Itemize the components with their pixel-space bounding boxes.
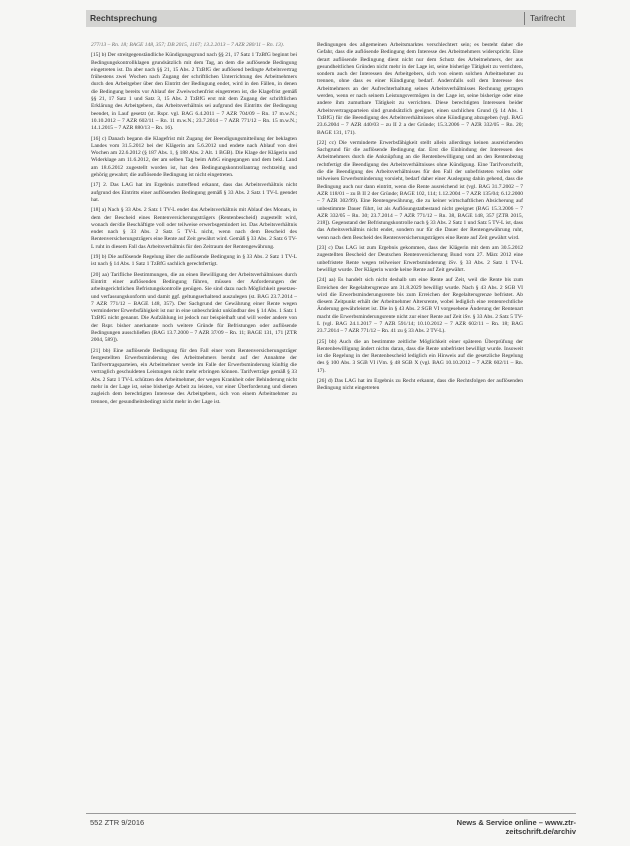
paragraph: 277/13 – Rn. 18; BAGE 148, 357; DB 2015, 1167; 13.2.2013 – 7 AZR 280/11 – Rn. 13). [91, 42, 285, 48]
paragraph: [15] b) Der streitgegenständliche Kündigungsgrund nach §§ 21, 17 Satz 1 TzBfG beginnt bei Bedingungskontrollklagen grundsätzlich mit dem Tag, an dem die auflösende Bedingung eingetreten ist. Da aber nach §§ 21, 15 Abs. 2 TzBfG der auflösend bedingte Arbeitsvertrag frühestens zwei Wochen nach Zugang der schriftlichen Unterrichtung des Arbeitnehmers durch den Arbeitgeber über den Eintritt der Bedingung endet, wird in den Fällen, in denen die Bedingung bereits vor Ablauf der Zweiwochenfrist eingetreten ist, die Klagefrist gemäß §§ 21, 17 Satz 1 und Satz 3, 15 Abs. 2 TzBfG erst mit dem Zugang der schriftlichen Erklärung des Arbeitgebers, das Arbeitsverhältnis sei aufgrund des Eintritts der Bedingung beendet, in Lauf gesetzt (st. Rspr. vgl. BAG 6.4.2011 – 7 AZR 704/09 – Rn. 17 m.w.N.; 10.10.2012 – 7 AZR 602/11 – Rn. 11 m.w.N.; 23.7.2014 – 7 AZR 771/12 – Rn. 15 m.w.N.; 14.1.2015 – 7 AZR 880/13 – Rn. 16). [91, 52, 297, 132]
left-text-column [91, 42, 297, 812]
paragraph: [26] d) Das LAG hat im Ergebnis zu Recht erkannt, dass die Rechtsfolgen der auflösenden Bedingung nicht eingetreten [317, 378, 523, 392]
footer-divider [86, 813, 576, 814]
paragraph: [16] c) Danach begann die Klagefrist mit Zugang der Beendigungsmitteilung der beklagten Landes vom 31.5.2012 bei der Klägerin am 5.6.2012 und endete nach Ablauf von drei Wochen am 22.6.2012 (§ 187 Abs. 1, § 188 Abs. 2 Alt. 1 BGB). Die Klage der Klägerin und Widerklage am 11.6.2012, der am selben Tag beim ArbG eingegangen und dem bekl. Land am 18.6.2012 zugestellt worden ist, hat den Bedingungskontrollantrag rechtzeitig und gehörig gewahrt; die auflösende Bedingung ist nicht eingetreten. [91, 135, 297, 179]
paragraph: [18] a) Nach § 33 Abs. 2 Satz 1 TV-L endet das Arbeitsverhältnis mit Ablauf des Monats, in dem der Bescheid eines Rentenversicherungsträgers (Rentenbescheid) zugestellt wird, wonach der/die Beschäftigte voll oder teilweise erwerbsgemindert ist. Das Arbeitsverhältnis endet nach § 33 Abs. 2 Satz 5 TV-L nicht, wenn nach dem Bescheid des Rentenversicherungsträgers eine Rente auf Zeit gewährt wird. Gemäß § 33 Abs. 2 Satz 6 TV-L ruht in diesem Fall das Arbeitsverhältnis für den Zeitraum der Rentengewährung. [91, 207, 297, 250]
paragraph: [21] bb) Eine auflösende Bedingung für den Fall einer vom Rentenversicherungsträger festgestellten Erwerbsminderung des Arbeitnehmers beruht auf der Annahme der Tarifvertragsparteien, ein Arbeitnehmer werde im Falle der Erwerbsminderung künftig die vertraglich geschuldeten Leistungen nicht mehr erbringen können. Tarifverträge gemäß § 33 Abs. 2 Satz 1 TV-L schützen den Arbeitnehmer, der wegen Krankheit oder Behinderung nicht mehr in der Lage ist, seine bisherige Arbeit zu leisten, vor einer Überforderung und dienen zugleich dem berechtigten Interesse des Arbeitgebers, sich von einem Arbeitnehmer zu trennen, der gesundheitsbedingt nicht mehr in der Lage ist. [91, 347, 297, 405]
paragraph: [24] aa) Es handelt sich nicht deshalb um eine Rente auf Zeit, weil die Rente bis zum Erreichen der Regelaltersgrenze am 31.8.2029 bewilligt wurde. Nach § 43 Abs. 2 SGB VI wird die Erwerbsminderungsrente bis zum Erreichen der Regelaltersgrenze befristet. Ab diesem Zeitpunkt erhält der Arbeitnehmer Altersrente, wobei lediglich eine rentenrechtliche Änderung gewährleistet ist. Die in § 43 Abs. 2 SGB VI vorgesehene Änderung der Rentenart macht die Erwerbsminderungsrente nicht zur einer Rente auf Zeit iSv. § 33 Abs. 2 Satz 5 TV-L (vgl. BAG 24.1.2017 – 7 AZR 591/14; 10.10.2012 – 7 AZR 602/11 – Rn. 18; BAG 23.7.2014 – 7 AZR 771/12 – Rn. 41 zu § 33 Abs. 2 TV-L). [317, 277, 523, 335]
page-info: 552 ZTR 9/2016 [90, 818, 145, 827]
right-text-column [317, 42, 523, 812]
section-title: Rechtsprechung [90, 13, 158, 23]
paragraph: [17] 2. Das LAG hat im Ergebnis zutreffend erkannt, dass das Arbeitsverhältnis nicht aufgrund des Eintritts einer auflösenden Bedingung gemäß § 33 Abs. 2 Satz 1 TV-L geendet hat. [91, 182, 297, 203]
paragraph: [25] bb) Auch die an bestimmte zeitliche Möglichkeit einer späteren Überprüfung der Rentenbewilligung ändert nichts daran, dass die Rente unbefristet bewilligt wurde. Insoweit ist die Regelung in der Rentenbescheid lediglich ein Hinweis auf die gesetzliche Regelung des § 100 Abs. 3 SGB VI iVm. § 48 SGB X (vgl. BAG 10.10.2012 – 7 AZR 602/11 – Rn. 17). [317, 338, 523, 374]
paragraph: [23] c) Das LAG ist zum Ergebnis gekommen, dass der Klägerin mit dem am 30.5.2012 zugestellten Bescheid der Deutschen Rentenversicherung Bund vom 27. März 2012 eine unbefristete Rente wegen teilweiser Erwerbsminderung iSv. § 33 Abs. 2 Satz 1 TV-L bewilligt wurde. Der Klägerin wurde keine Rente auf Zeit gewährt. [317, 245, 523, 273]
paragraph: [20] aa) Tarifliche Bestimmungen, die an einen Bewilligung der Arbeitsverhältnisses durch Eintritt einer auflösenden Bedingung führen, müssen der Anforderungen der arbeitsgerichtlichen Befristungskontrolle genügen. Sie sind dazu nach Möglichkeit gesetzes- und verfassungskonform und damit ggf. geltungserhaltend auszulegen (st. BAG 23.7.2014 – 7 AZR 771/12 – BAGE 148, 357). Der Sachgrund der Gewährung einer Rente wegen verminderter Erwerbsfähigkeit ist nur in eine unbeschränkt unkündbar des § 14 Abs. 1 Satz 1 TzBfG nicht genannt. Die Aufzählung ist jedoch nur beispielhaft und will weder andere von der Rspr. bisher anerkannte noch weitere Gründe für Befristungen oder auflösende Bedingungen ausschließen (BAG 13.7.2000 – 7 AZR 37/09 – Rn. 11; BAGE 131, 171 [ZTR 2004, 589]). [91, 271, 297, 344]
running-header-bar [86, 10, 576, 27]
paragraph: [22] cc) Die verminderte Erwerbsfähigkeit stellt allein allerdings keinen ausreichenden Sachgrund für die auflösende Bedingung dar. Erst die Einbindung der Interessen des Arbeitnehmers durch die Anknüpfung an die Rentenbewilligung und an den Rentenbezug rechtfertigt die Beendigung des Arbeitsverhältnisses ohne Kündigung. Eine Tarifvorschrift, die die Beendigung des Arbeitsverhältnisses für den Fall der unbefristeten vollen oder teilweisen Erwerbsminderung vorsieht, bedarf daher einer Auslegung dahin gehend, dass die Bedingung auch nur dann eintritt, wenn die Rente ausreichend ist (vgl. BAG 31.7.2002 – 7 AZR 118/01 – zu B II 2 der Gründe; BAGE 102, 114; 1.12.2004 – 7 AZR 135/04; 6.12.2000 – 7 AZR 302/99). Eine Rentengewährung, die zu keiner wirtschaftlichen Absicherung auf unbestimmte Dauer führt, ist als Auflösungstatbestand nicht geeignet (BAG 15.3.2006 – 7 AZR 332/05 – Rn. 30; 23.7.2014 – 7 AZR 771/12 – Rn. 38, BAGE 148, 357 [ZTR 2015, 218]). Gegenstand der Befristungskontrolle nach § 33 Abs. 2 Satz 1 und Satz 5 TV-L ist, dass das Arbeitsverhältnis nicht endet, sondern nur für die Dauer der Rentengewährung ruht, wenn nach dem Bescheid des Rentenversicherungsträgers eine Rente auf Zeit gewährt wird. [317, 139, 523, 241]
paragraph: [19] b) Die auflösende Regelung über die auflösende Bedingung in § 33 Abs. 2 Satz 1 TV-L ist nach § 14 Abs. 1 Satz 1 TzBfG sachlich gerechtfertigt. [91, 254, 297, 268]
category-title: Tarifrecht [530, 13, 565, 23]
header-divider [524, 12, 525, 25]
website-link[interactable]: News & Service online – www.ztr-zeitschrift.de/archiv [456, 818, 576, 836]
paragraph: Bedingungen des allgemeinen Arbeitsmarktes verschlechtert sein; es besteht daher die Gefahr, dass die auflösende Bedingung dem Interesse des Arbeitnehmers widerspricht. Eine derart auflösende Bedingung dient nicht nur dem Schutz des Arbeitnehmers, der aus gesundheitlichen Gründen nicht mehr in der Lage ist, seine bisherige Tätigkeit zu verrichten, sondern auch der Interessen des Arbeitgebers, sich von einem solchen Arbeitnehmer zu trennen, ohne dass es einer Kündigung bedarf. Andernfalls soll dem Interesse des Arbeitnehmers an der Aufrechterhaltung seines Arbeitsverhältnisses Rechnung getragen werden, wenn er nach seinem Leistungsvermögen in der Lage ist, seine bisherige oder eine andere ihm zumutbare Tätigkeit zu verrichten. Diese berechtigten Interessen beider Arbeitsvertragsparteien sind grundsätzlich geeignet, einen sachlichen Grund (§ 14 Abs. 1 TzBfG) für die Beendigung des Arbeitsverhältnisses ohne Kündigung abzugeben (vgl. BAG 23.6.2004 – 7 AZR 440/03 – zu II 2 a der Gründe; 15.3.2006 – 7 AZR 332/05 – Rn. 20; BAGE 131, 171). [317, 42, 523, 136]
